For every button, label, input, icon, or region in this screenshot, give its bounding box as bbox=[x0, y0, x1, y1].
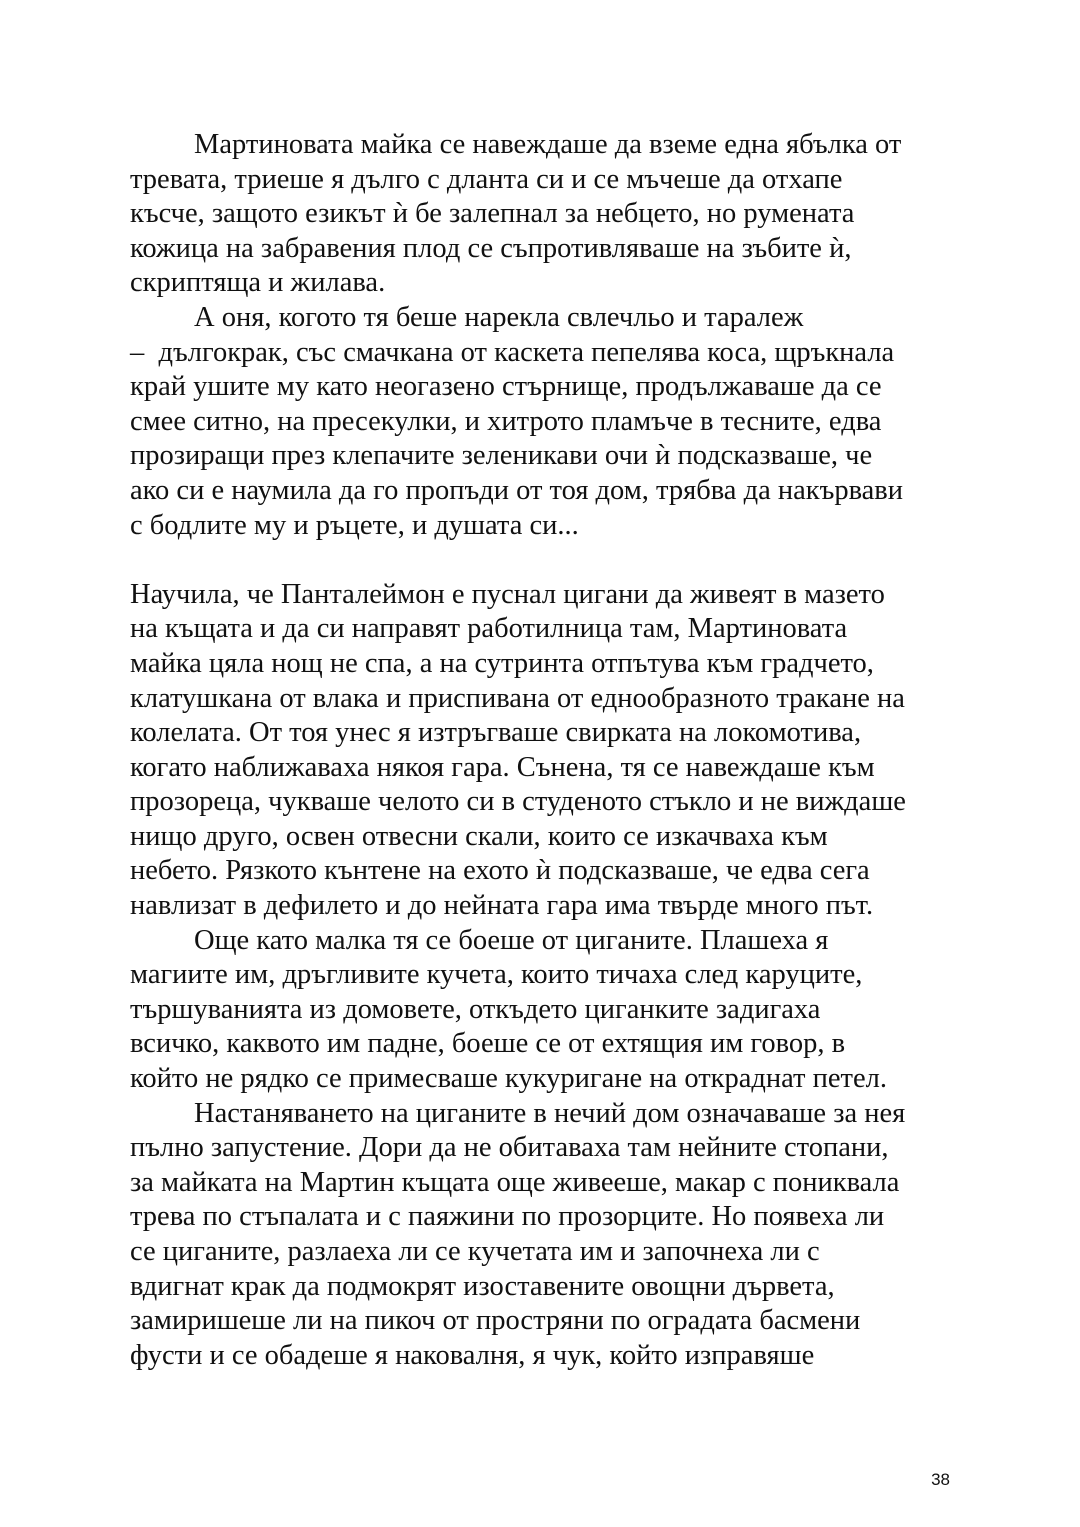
text-line: Мартиновата майка се навеждаше да вземе една ябълка от bbox=[194, 129, 902, 160]
text-line: Настаняването на циганите в нечий дом означаваше за нея bbox=[194, 1097, 906, 1129]
blank-line bbox=[130, 543, 960, 578]
text-line: за майката на Мартин къщата още живееше, макар с пониквала bbox=[130, 1166, 900, 1198]
body-text bbox=[130, 128, 960, 1373]
text-line: нищо друго, освен отвесни скали, които се изкачваха към bbox=[130, 820, 828, 852]
text-line: кожица на забравения плод се съпротивляваше на зъбите ѝ, bbox=[130, 232, 852, 264]
text-line: майка цяла нощ не спа, а на сутринта отпътува към градчето, bbox=[130, 647, 874, 679]
text-line: край ушите му като неогазено стърнище, продължаваше да се bbox=[130, 371, 882, 403]
page-number: 38 bbox=[931, 1470, 950, 1489]
text-line: Още като малка тя се боеше от циганите. Плашеха я bbox=[194, 924, 829, 956]
text-line: тършуванията из домовете, откъдето циганките задигаха bbox=[130, 993, 821, 1025]
text-line: замиришеше ли на пикоч от простряни по оградата басмени bbox=[130, 1305, 861, 1337]
text-line: когато наближаваха някоя гара. Сънена, тя се навеждаше към bbox=[130, 751, 875, 783]
text-line: – дългокрак, със смачкана от каскета пепелява коса, щръкнала bbox=[130, 336, 895, 368]
text-line: смее ситно, на пресекулки, и хитрото пламъче в тесните, едва bbox=[130, 405, 882, 437]
text-line: тревата, триеше я дълго с дланта си и се мъчеше да отхапе bbox=[130, 163, 843, 195]
text-line: пълно запустение. Дори да не обитаваха там нейните стопани, bbox=[130, 1132, 889, 1164]
text-line: скриптяща и жилава. bbox=[130, 267, 386, 299]
text-line: всичко, каквото им падне, боеше се от ехтящия им говор, в bbox=[130, 1028, 846, 1060]
text-line: се циганите, разлаеха ли се кучетата им и започнеха ли с bbox=[130, 1236, 820, 1267]
text-line: късче, защото езикът ѝ бе залепнал за небцето, но румената bbox=[130, 198, 855, 230]
text-line: прозиращи през клепачите зеленикави очи ѝ подсказваше, че bbox=[130, 440, 873, 472]
text-line: фусти и се обадеше я наковалня, я чук, който изправяше bbox=[130, 1339, 815, 1371]
text-line: А оня, когото тя беше нарекла свлечльо и таралеж bbox=[194, 301, 804, 333]
text-line: навлизат в дефилето и до нейната гара има твърде много път. bbox=[130, 890, 874, 922]
text-line: Научила, че Панталеймон е пуснал цигани да живеят в мазето bbox=[130, 578, 885, 610]
text-line: колелата. От тоя унес я изтръгваше свирката на локомотива, bbox=[130, 717, 862, 749]
text-line: магиите им, дръгливите кучета, които тичаха след каруците, bbox=[130, 959, 863, 991]
text-line: който не рядко се примесваше кукуригане на откраднат петел. bbox=[130, 1063, 887, 1095]
text-line: трева по стъпалата и с паяжини по прозорците. Но появеха ли bbox=[130, 1201, 885, 1233]
text-line: вдигнат крак да подмокрят изоставените овощни дървета, bbox=[130, 1270, 835, 1302]
text-line: на къщата и да си направят работилница там, Мартиновата bbox=[130, 613, 848, 645]
text-line: прозореца, чукваше челото си в студеното стъкло и не виждаше bbox=[130, 786, 906, 818]
text-line: ако си е наумила да го пропъди от тоя дом, трябва да накървави bbox=[130, 474, 904, 506]
text-line: с бодлите му и ръцете, и душата си... bbox=[130, 509, 579, 541]
text-line: небето. Рязкото кънтене на ехото ѝ подсказваше, че едва сега bbox=[130, 855, 870, 887]
text-line: клатушкана от влака и приспивана от еднообразното тракане на bbox=[130, 682, 905, 714]
